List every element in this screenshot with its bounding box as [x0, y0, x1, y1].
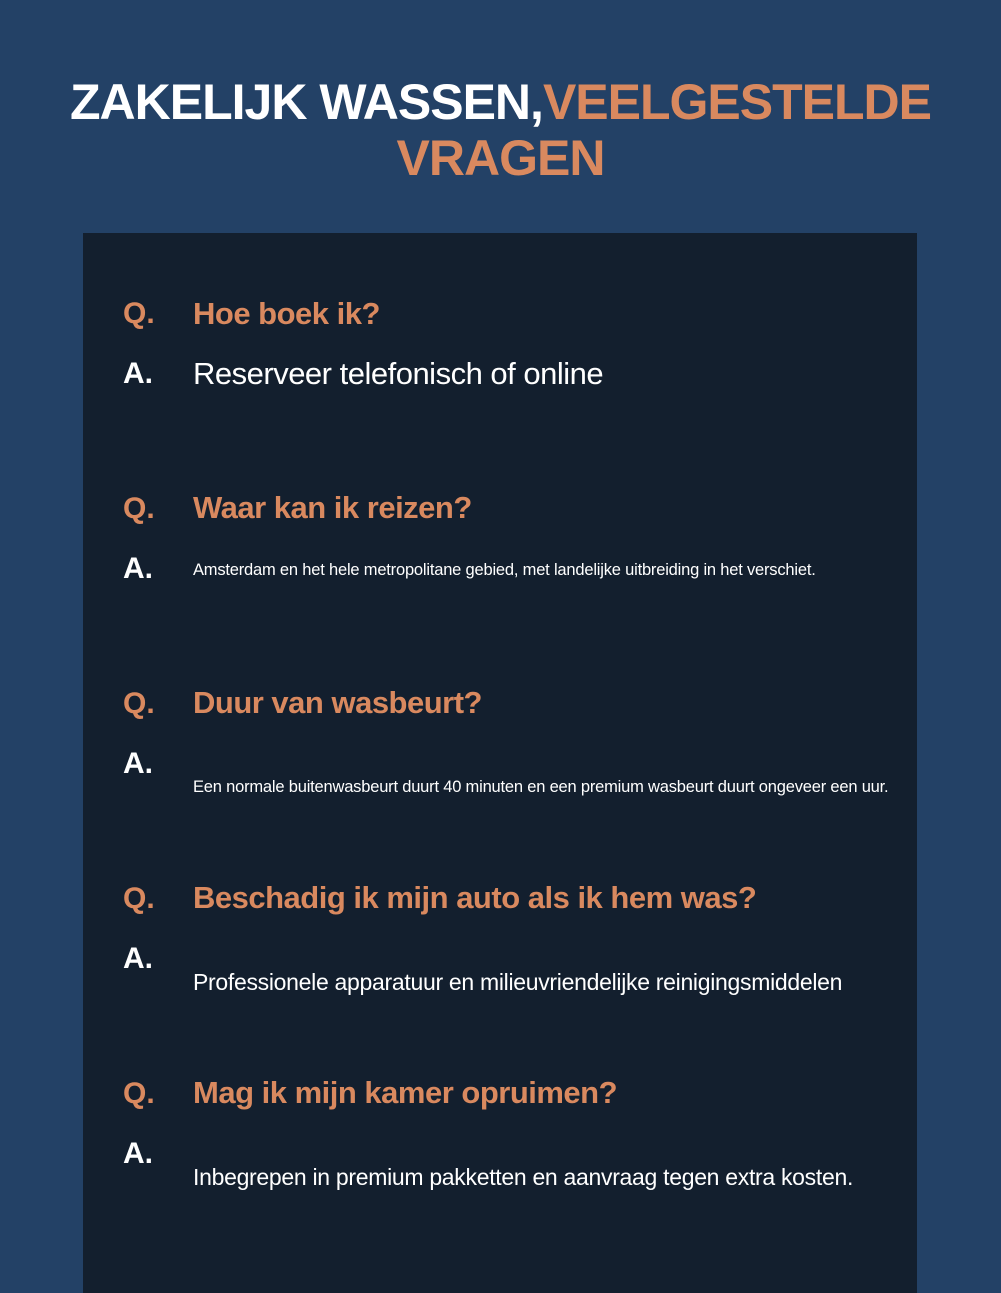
question-marker: Q. — [123, 1077, 155, 1110]
question-marker: Q. — [123, 492, 155, 525]
answer-marker: A. — [123, 1137, 153, 1170]
faq-question-1: Hoe boek ik? — [193, 296, 380, 331]
faq-answer-4: Professionele apparatuur en milieuvriendelijke reinigingsmiddelen — [193, 969, 843, 995]
answer-marker: A. — [123, 942, 153, 975]
answer-marker: A. — [123, 552, 153, 585]
faq-question-3: Duur van wasbeurt? — [193, 685, 482, 720]
faq-question-2: Waar kan ik reizen? — [193, 490, 472, 525]
faq-question-5: Mag ik mijn kamer opruimen? — [193, 1075, 618, 1110]
faq-question-4: Beschadig ik mijn auto als ik hem was? — [193, 880, 757, 915]
page-title-main: ZAKELIJK WASSEN, — [69, 74, 543, 130]
question-marker: Q. — [123, 687, 155, 720]
faq-answer-5: Inbegrepen in premium pakketten en aanvraag tegen extra kosten. — [193, 1164, 854, 1190]
answer-marker: A. — [123, 747, 153, 780]
faq-panel — [83, 233, 917, 1293]
faq-answer-1: Reserveer telefonisch of online — [193, 356, 604, 391]
page-title-accent: VEELGESTELDE VRAGEN — [396, 74, 932, 186]
page-title — [0, 74, 1001, 186]
faq-answer-2: Amsterdam en het hele metropolitane gebied, met landelijke uitbreiding in het verschiet. — [193, 561, 816, 579]
answer-marker: A. — [123, 357, 153, 390]
faq-answer-3: Een normale buitenwasbeurt duurt 40 minuten en een premium wasbeurt duurt ongeveer een uur. — [193, 778, 889, 796]
question-marker: Q. — [123, 297, 155, 330]
question-marker: Q. — [123, 882, 155, 915]
